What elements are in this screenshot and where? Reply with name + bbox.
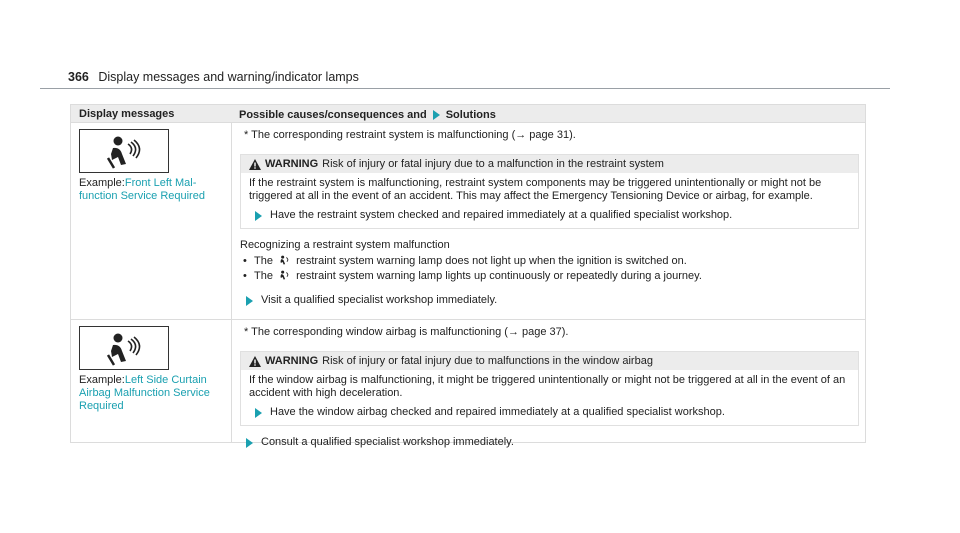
col-header-causes-label: Possible causes/consequences and [239,109,427,121]
list-item [254,254,857,269]
warning-label: WARNING [265,355,319,367]
warning-header [241,155,858,173]
example-prefix: Example: [79,177,125,189]
recognizing-heading: Recognizing a restraint system malfunction [240,239,450,251]
table-row [71,319,865,448]
warning-step [249,209,850,222]
bullet-text: restraint system warning lamp lights up continuously or repeatedly during a journey. [296,270,702,282]
table-header [71,105,865,122]
cause-text: * The corresponding restraint system is malfunctioning (→ page 31). [244,129,576,141]
arrow-right-icon [246,438,253,448]
example-message: Left Side Curtain Airbag Malfunction Service Required [79,374,210,412]
airbag-icon [79,129,169,173]
bullet-prefix: The [254,270,273,282]
warning-body [241,173,858,228]
warning-body-text: If the restraint system is malfunctioning, restraint system components may be triggered unintentionally or might not be triggered at all in the event of an accident. This may affect the Emergency Tensioning Device or airbag, for example. [249,177,822,202]
symptom-list [240,254,857,284]
airbag-icon [279,255,290,266]
col-header-causes [232,105,865,122]
page-header [68,70,359,84]
example-prefix: Example: [79,374,125,386]
airbag-icon [279,270,290,281]
solution-step-text: Visit a qualified specialist workshop immediately. [261,294,498,306]
warning-title: Risk of injury or fatal injury due to a malfunction in the restraint system [322,158,664,170]
causes-cell [232,123,865,319]
warning-step-text: Have the restraint system checked and repaired immediately at a qualified specialist workshop. [270,209,733,221]
bullet-prefix: The [254,255,273,267]
bullet-text: restraint system warning lamp does not light up when the ignition is switched on. [296,255,687,267]
list-item [254,269,857,284]
arrow-right-icon [255,408,262,418]
col-header-solutions-label: Solutions [445,109,496,121]
page-section-title: Display messages and warning/indicator lamps [98,70,359,84]
col-header-display-messages: Display messages [79,108,175,120]
warning-title: Risk of injury or fatal injury due to malfunctions in the window airbag [322,355,653,367]
causes-cell [232,320,865,448]
example-text [79,374,223,413]
warning-body [241,370,858,425]
cause-text: * The corresponding window airbag is malfunctioning (→ page 37). [244,326,569,338]
arrow-right-icon [246,296,253,306]
warning-body-text: If the window airbag is malfunctioning, it might be triggered unintentionally or might not be triggered at all in the event of an accident with high deceleration. [249,374,846,399]
header-rule [40,88,890,89]
warning-label: WARNING [265,158,319,170]
messages-table [70,104,866,448]
warning-box [240,351,859,426]
page-number: 366 [68,70,89,84]
solution-step [240,294,857,306]
warning-header [241,352,858,370]
arrow-right-icon [433,110,440,120]
warning-step [249,406,850,419]
example-message: Front Left Mal-function Service Required [79,177,205,202]
warning-step-text: Have the window airbag checked and repaired immediately at a qualified specialist workshop. [270,406,725,418]
arrow-right-icon [255,211,262,221]
warning-triangle-icon [249,356,261,367]
table-row [71,122,865,319]
warning-triangle-icon [249,159,261,170]
example-text [79,177,223,203]
warning-box [240,154,859,229]
solution-step-text: Consult a qualified specialist workshop immediately. [261,436,514,448]
display-message-cell [71,123,232,319]
display-message-cell [71,320,232,442]
airbag-icon [79,326,169,370]
solution-step [240,436,857,448]
